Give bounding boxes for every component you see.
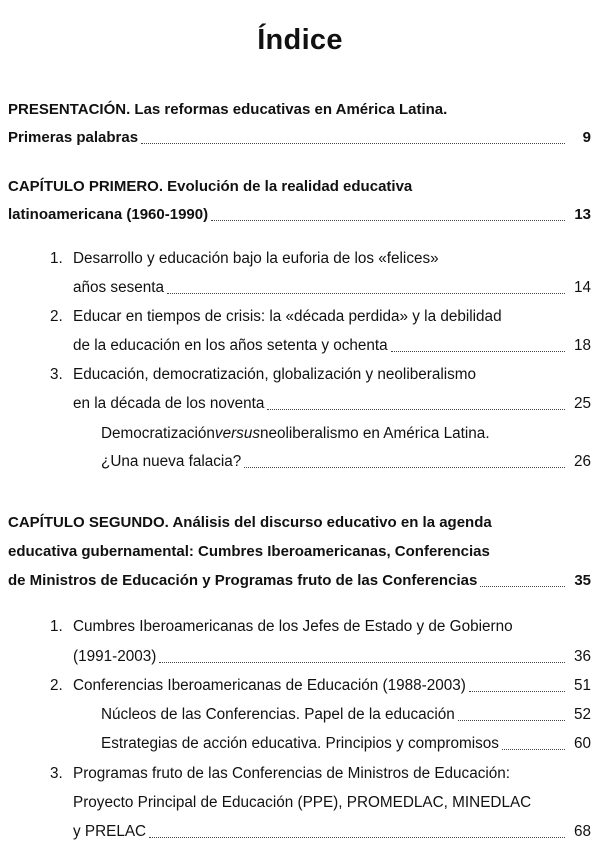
entry-text: ¿Una nueva falacia? [101, 453, 242, 470]
page-number: 13 [574, 206, 591, 223]
entry-text: años sesenta [73, 279, 164, 296]
page-number: 25 [573, 395, 591, 412]
entry-text: Núcleos de las Conferencias. Papel de la educación [101, 706, 455, 723]
page-number: 68 [573, 823, 591, 840]
entry-number: 1. [50, 618, 63, 635]
toc-entry-2-2-sub-1[interactable] [101, 705, 591, 725]
toc-entry-1-2-line2[interactable] [73, 336, 591, 356]
toc-entry-capitulo-primero-line1 [8, 177, 412, 197]
toc-entry-2-2[interactable] [50, 676, 591, 696]
toc-entry-2-1-line1 [50, 617, 513, 637]
toc-entry-1-3-line2[interactable] [73, 394, 591, 414]
page-number: 9 [582, 129, 591, 146]
entry-text: (1991-2003) [73, 648, 157, 665]
page-number: 26 [573, 453, 591, 470]
entry-text: Proyecto Principal de Educación (PPE), PROMEDLAC, MINEDLAC [73, 794, 532, 811]
dot-leader [211, 220, 565, 221]
toc-entry-capitulo-segundo-line3[interactable] [8, 571, 591, 591]
entry-text: Conferencias Iberoamericanas de Educación (1988-2003) [73, 677, 466, 694]
entry-text: educativa gubernamental: Cumbres Iberoamericanas, Conferencias [8, 543, 490, 560]
entry-text: Programas fruto de las Conferencias de Ministros de Educación: [73, 765, 511, 782]
entry-text: Desarrollo y educación bajo la euforia de los «felices» [73, 250, 439, 267]
toc-entry-capitulo-segundo-line2 [8, 542, 490, 562]
dot-leader [502, 749, 565, 750]
entry-text-b: neoliberalismo en América Latina. [259, 425, 490, 442]
entry-text: Educación, democratización, globalización y neoliberalismo [73, 366, 477, 383]
entry-text: CAPÍTULO SEGUNDO. Análisis del discurso educativo en la agenda [8, 514, 492, 531]
entry-number: 3. [50, 765, 63, 782]
toc-entry-2-3-line2 [73, 793, 531, 813]
page-number: 51 [573, 677, 591, 694]
entry-text: Cumbres Iberoamericanas de los Jefes de Estado y de Gobierno [73, 618, 513, 635]
entry-number: 1. [50, 250, 63, 267]
dot-leader [149, 837, 565, 838]
entry-text: y PRELAC [73, 823, 147, 840]
page-number: 36 [573, 648, 591, 665]
entry-text: en la década de los noventa [73, 395, 265, 412]
toc-entry-1-2-line1 [50, 307, 502, 327]
entry-text-a: Democratización [101, 425, 215, 442]
entry-text: CAPÍTULO PRIMERO. Evolución de la realidad educativa [8, 178, 413, 195]
dot-leader [167, 293, 565, 294]
toc-entry-capitulo-primero-line2[interactable] [8, 205, 591, 225]
toc-entry-presentacion-line1 [8, 100, 447, 120]
entry-text-italic: versus [214, 425, 260, 442]
toc-entry-2-1-line2[interactable] [73, 647, 591, 667]
dot-leader [244, 467, 565, 468]
page-number: 35 [574, 572, 591, 589]
entry-text: Primeras palabras [8, 129, 139, 146]
page-number: 60 [573, 735, 591, 752]
entry-text: de la educación en los años setenta y ochenta [73, 337, 388, 354]
entry-text: Educar en tiempos de crisis: la «década perdida» y la debilidad [73, 308, 502, 325]
toc-entry-1-3-sub-line2[interactable] [101, 452, 591, 472]
entry-number: 3. [50, 366, 63, 383]
dot-leader [159, 662, 565, 663]
toc-entry-presentacion-line2[interactable] [8, 128, 591, 148]
toc-entry-2-3-line1 [50, 764, 510, 784]
toc-entry-1-1-line1 [50, 249, 439, 269]
dot-leader [458, 720, 565, 721]
page-number: 14 [573, 279, 591, 296]
dot-leader [141, 143, 565, 144]
entry-text: Estrategias de acción educativa. Principios y compromisos [101, 735, 499, 752]
entry-text: latinoamericana (1960-1990) [8, 206, 209, 223]
toc-entry-2-2-sub-2[interactable] [101, 734, 591, 754]
toc-entry-1-1-line2[interactable] [73, 278, 591, 298]
entry-text: PRESENTACIÓN. Las reformas educativas en América Latina. [8, 101, 448, 118]
page-number: 18 [573, 337, 591, 354]
dot-leader [391, 351, 565, 352]
page-number: 52 [573, 706, 591, 723]
toc-entry-2-3-line3[interactable] [73, 822, 591, 842]
dot-leader [480, 586, 565, 587]
entry-number: 2. [50, 308, 63, 325]
entry-number: 2. [50, 677, 63, 694]
dot-leader [267, 409, 565, 410]
page-title: Índice [257, 24, 343, 56]
entry-text: de Ministros de Educación y Programas fruto de las Conferencias [8, 572, 478, 589]
dot-leader [469, 691, 565, 692]
toc-entry-capitulo-segundo-line1 [8, 513, 492, 533]
toc-entry-1-3-sub-line1 [101, 424, 490, 444]
toc-entry-1-3-line1 [50, 365, 476, 385]
